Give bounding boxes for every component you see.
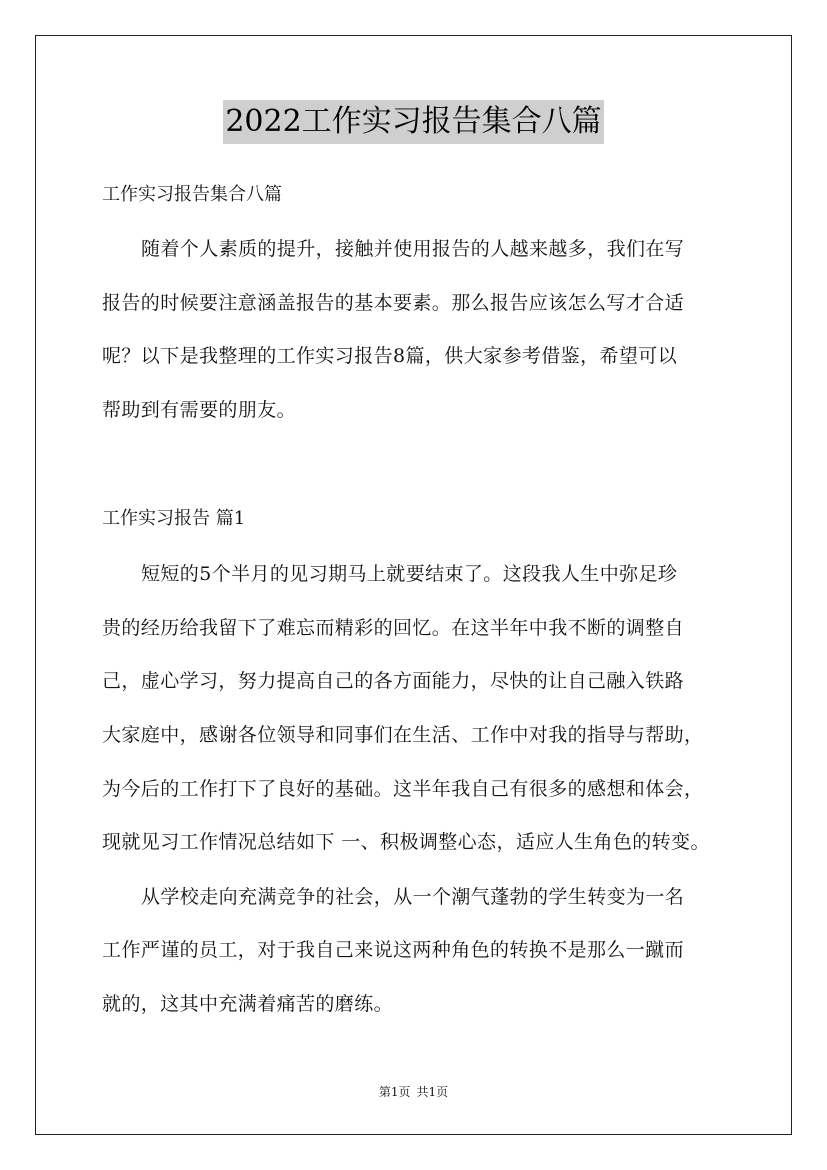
document-title: 2022工作实习报告集合八篇: [223, 100, 603, 144]
intro-line: 呢？以下是我整理的工作实习报告8篇，供大家参考借鉴，希望可以: [102, 345, 678, 367]
section-line: 为今后的工作打下了良好的基础。这半年我自己有很多的感想和体会，: [102, 778, 704, 800]
title-block: [0, 100, 827, 144]
page-total: 共1页: [416, 1085, 449, 1099]
section-line: 工作严谨的员工，对于我自己来说这两种角色的转换不是那么一蹴而: [102, 939, 685, 961]
page-number: 第1页: [378, 1085, 411, 1099]
section-line: 现就见习工作情况总结如下 一、积极调整心态，适应人生角色的转变。: [102, 831, 710, 853]
section-line: 从学校走向充满竞争的社会，从一个潮气蓬勃的学生转变为一名: [141, 886, 685, 908]
page-footer: [0, 1084, 827, 1100]
intro-line: 帮助到有需要的朋友。: [102, 399, 297, 421]
document-subtitle: 工作实习报告集合八篇: [102, 184, 282, 205]
section-line: 贵的经历给我留下了难忘而精彩的回忆。在这半年中我不断的调整自: [102, 617, 685, 639]
section-line: 大家庭中，感谢各位领导和同事们在生活、工作中对我的指导与帮助，: [102, 724, 704, 746]
intro-line: 报告的时候要注意涵盖报告的基本要素。那么报告应该怎么写才合适: [102, 292, 685, 314]
section-line: 就的，这其中充满着痛苦的磨练。: [102, 993, 394, 1015]
section-heading: 工作实习报告 篇1: [102, 508, 246, 529]
intro-line: 随着个人素质的提升，接触并使用报告的人越来越多，我们在写: [141, 238, 685, 260]
section-line: 己，虚心学习，努力提高自己的各方面能力，尽快的让自己融入铁路: [102, 670, 685, 692]
section-line: 短短的5个半月的见习期马上就要结束了。这段我人生中弥足珍: [141, 563, 678, 585]
